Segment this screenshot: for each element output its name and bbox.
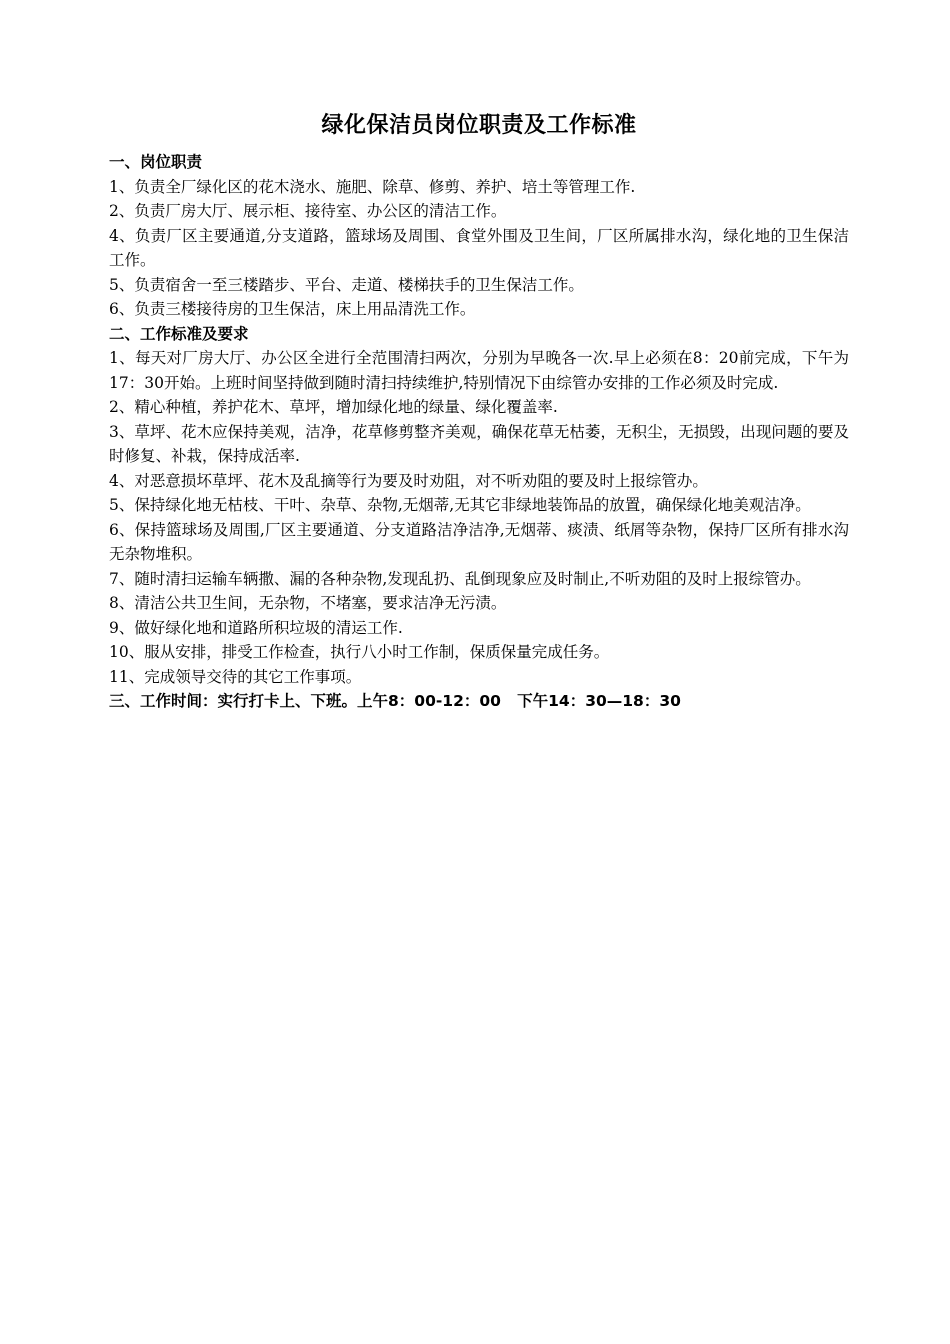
- standard-item-9: 9、做好绿化地和道路所积垃圾的清运工作.: [109, 618, 403, 637]
- standard-item-2: 2、精心种植，养护花木、草坪，增加绿化地的绿量、绿化覆盖率.: [109, 398, 558, 416]
- duty-item-5: 5、负责宿舍一至三楼踏步、平台、走道、楼梯扶手的卫生保洁工作。: [109, 275, 584, 294]
- duty-item-4: 4、负责厂区主要通道,分支道路，篮球场及周围、食堂外围及卫生间，厂区所属排水沟，绿化地的卫生保洁工作。: [109, 226, 849, 269]
- document-title: 绿化保洁员岗位职责及工作标准: [321, 113, 637, 138]
- standard-item-5: 5、保持绿化地无枯枝、干叶、杂草、杂物,无烟蒂,无其它非绿地装饰品的放置，确保绿化地美观洁净。: [109, 496, 811, 514]
- standard-item-4: 4、对恶意损坏草坪、花木及乱摘等行为要及时劝阻，对不听劝阻的要及时上报综管办。: [109, 471, 708, 490]
- document-body: [109, 110, 849, 714]
- section-heading-work-time: 三、工作时间：实行打卡上、下班。上午8：00-12：00 下午14：30—18：30: [109, 692, 681, 710]
- standard-item-3: 3、草坪、花木应保持美观，洁净，花草修剪整齐美观，确保花草无枯萎，无积尘，无损毁，出现问题的要及时修复、补栽，保持成活率.: [109, 422, 849, 465]
- section-heading-standards: 二、工作标准及要求: [109, 324, 249, 343]
- standard-item-10: 10、服从安排，排受工作检查，执行八小时工作制，保质保量完成任务。: [109, 643, 610, 661]
- standard-item-6: 6、保持篮球场及周围,厂区主要通道、分支道路洁净洁净,无烟蒂、痰渍、纸屑等杂物，保持厂区所有排水沟无杂物堆积。: [109, 520, 849, 563]
- duty-item-6: 6、负责三楼接待房的卫生保洁，床上用品清洗工作。: [109, 300, 476, 318]
- standard-item-8: 8、清洁公共卫生间，无杂物，不堵塞，要求洁净无污渍。: [109, 594, 507, 612]
- duty-item-1: 1、负责全厂绿化区的花木浇水、施肥、除草、修剪、养护、培土等管理工作.: [109, 177, 636, 196]
- standard-item-1: 1、每天对厂房大厅、办公区全进行全范围清扫两次，分别为早晚各一次.早上必须在8：20前完成，下午为17：30开始。上班时间坚持做到随时清扫持续维护,特别情况下由综管办安排的工作必须及时完成.: [109, 349, 849, 392]
- standard-item-11: 11、完成领导交待的其它工作事项。: [109, 667, 362, 686]
- section-heading-duties: 一、岗位职责: [109, 153, 203, 171]
- duty-item-2: 2、负责厂房大厅、展示柜、接待室、办公区的清洁工作。: [109, 202, 507, 220]
- standard-item-7: 7、随时清扫运输车辆撒、漏的各种杂物,发现乱扔、乱倒现象应及时制止,不听劝阻的及时上报综管办。: [109, 569, 811, 588]
